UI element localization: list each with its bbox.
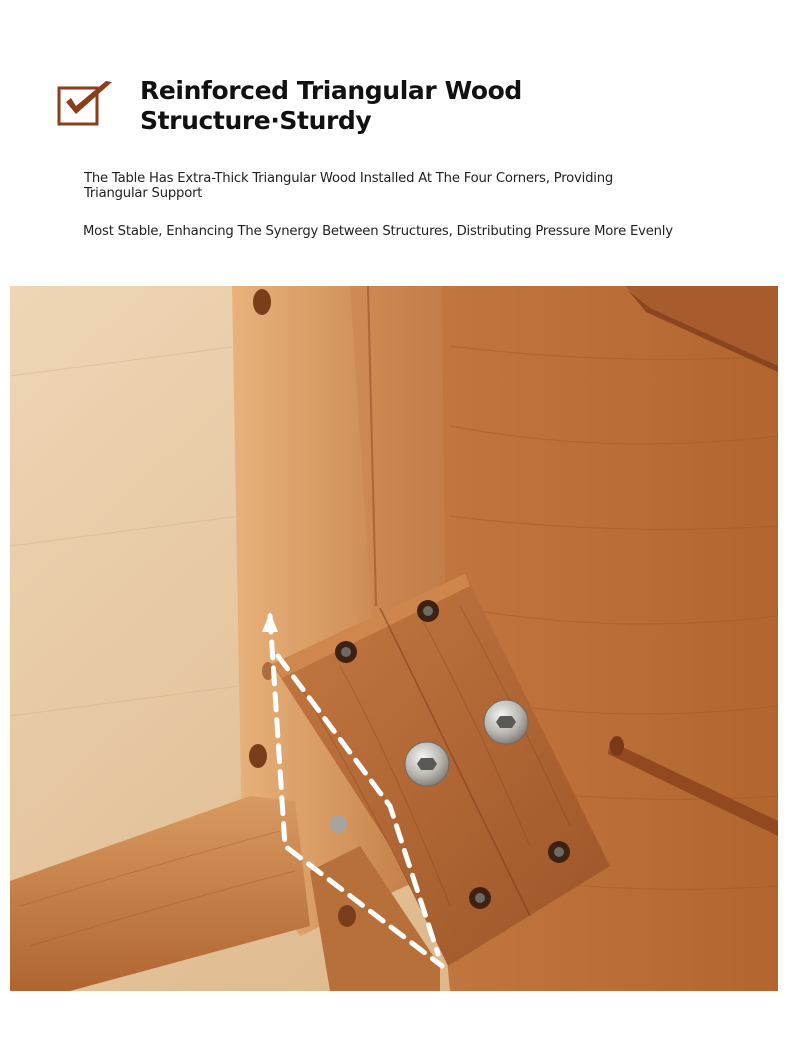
page-title — [140, 76, 680, 136]
description-line-2: Most Stable, Enhancing The Synergy Between Structures, Distributing Pressure More Evenly — [83, 224, 673, 239]
description-line-1: The Table Has Extra-Thick Triangular Wood Installed At The Four Corners, Providing Triangular Support — [84, 171, 614, 201]
checkbox-check-icon — [56, 80, 116, 128]
title-line-1: Reinforced Triangular Wood — [140, 76, 522, 105]
title-line-2: Structure·Sturdy — [140, 106, 372, 135]
product-photo — [10, 286, 778, 991]
